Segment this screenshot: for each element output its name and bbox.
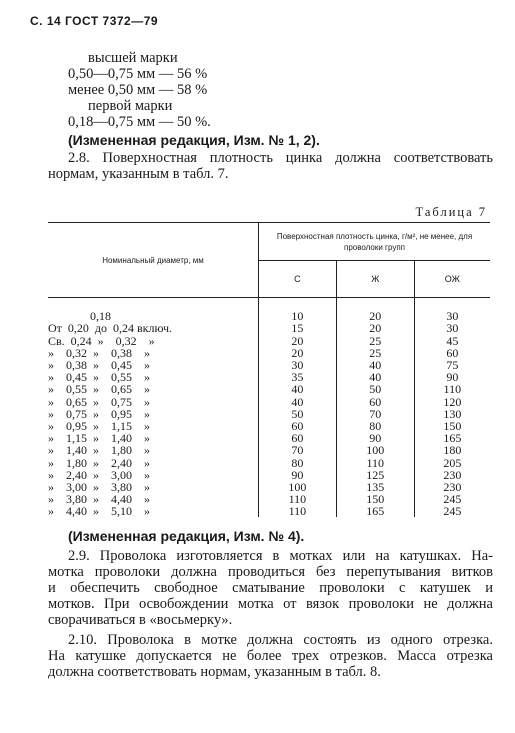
paragraph-2-9-line: 2.9. Проволока изготовляется в мотках или на катушках. На- <box>68 548 493 564</box>
group-ozh-value-text: 150 <box>443 418 462 433</box>
diameter-cell <box>48 505 259 517</box>
group-zh-value-text: 60 <box>369 394 382 409</box>
paragraph-2-10-line: На катушке допускается не более трех отрезков. Масса отрезка <box>48 648 493 664</box>
group-c-value-text: 60 <box>291 431 304 446</box>
group-ozh-value-text: 230 <box>443 479 462 494</box>
group-ozh-value-text: 165 <box>443 431 462 446</box>
group-zh-value-text: 25 <box>369 333 382 348</box>
paragraph-2-8-line: нормам, указанным в табл. 7. <box>48 166 229 182</box>
group-zh-value-text: 110 <box>366 455 385 470</box>
table-caption: Таблица 7 <box>415 205 487 219</box>
grade-value-line: 0,50—0,75 мм — 56 % <box>68 66 208 82</box>
column-header-group-ozh: ОЖ <box>414 261 490 298</box>
paragraph-2-8-line: 2.8. Поверхностная плотность цинка должна соответствовать <box>68 150 493 166</box>
group-zh-value-text: 40 <box>369 358 382 373</box>
grade-label-first: первой марки <box>88 98 173 114</box>
group-ozh-value-text: 30 <box>446 309 459 324</box>
group-c-value-text: 70 <box>291 443 304 458</box>
group-zh-value-text: 90 <box>369 431 382 446</box>
table-spacer-row <box>48 298 490 311</box>
group-ozh-value-text: 75 <box>446 358 459 373</box>
group-ozh-value-text: 90 <box>446 370 459 385</box>
group-ozh-value-text: 45 <box>446 333 459 348</box>
group-c-value-text: 40 <box>291 394 304 409</box>
group-ozh-value-text: 30 <box>446 321 459 336</box>
amendment-note: (Измененная редакция, Изм. № 4). <box>68 528 305 544</box>
table-row <box>48 322 490 334</box>
group-zh-value-text: 135 <box>366 479 385 494</box>
table-row <box>48 469 490 481</box>
column-header-diameter: Номинальный диаметр, мм <box>48 223 259 298</box>
group-c-value-text: 80 <box>291 455 304 470</box>
diameter-cell-text: » 0,38 » 0,45 » <box>48 358 150 373</box>
group-c-value <box>259 505 337 517</box>
group-c-value-text: 90 <box>291 467 304 482</box>
group-ozh-value-text: 245 <box>443 492 462 507</box>
table-row <box>48 335 490 347</box>
grade-value-line: 0,18—0,75 мм — 50 %. <box>68 114 211 130</box>
group-c-value-text: 110 <box>288 492 307 507</box>
group-ozh-value-text: 205 <box>443 455 462 470</box>
diameter-cell-text: » 2,40 » 3,00 » <box>48 467 150 482</box>
zinc-density-table <box>48 222 490 517</box>
diameter-cell-text: » 0,45 » 0,55 » <box>48 370 150 385</box>
group-c-value-text: 60 <box>291 418 304 433</box>
group-zh-value-text: 20 <box>369 321 382 336</box>
group-c-value-text: 110 <box>288 504 307 519</box>
amendment-note: (Измененная редакция, Изм. № 1, 2). <box>68 132 320 148</box>
group-ozh-value <box>414 505 490 517</box>
grade-value-line: менее 0,50 мм — 58 % <box>68 82 208 98</box>
group-c-value-text: 30 <box>291 358 304 373</box>
group-ozh-value-text: 130 <box>443 406 462 421</box>
group-c-value-text: 20 <box>291 345 304 360</box>
group-ozh-value-text: 60 <box>446 345 459 360</box>
diameter-cell-text: » 0,65 » 0,75 » <box>48 394 150 409</box>
table-row <box>48 383 490 395</box>
group-ozh-value-text: 110 <box>443 382 462 397</box>
diameter-cell <box>48 383 259 395</box>
diameter-cell-text: » 0,75 » 0,95 » <box>48 406 150 421</box>
diameter-cell <box>48 322 259 334</box>
diameter-cell-text: » 0,55 » 0,65 » <box>48 382 150 397</box>
diameter-cell-text: » 3,00 » 3,80 » <box>48 479 150 494</box>
group-zh-value-text: 50 <box>369 382 382 397</box>
diameter-cell-text: » 0,32 » 0,38 » <box>48 345 150 360</box>
column-header-group-zh: Ж <box>336 261 414 298</box>
group-c-value-text: 10 <box>291 309 304 324</box>
diameter-cell-text: » 0,95 » 1,15 » <box>48 418 150 433</box>
group-zh-value-text: 165 <box>366 504 385 519</box>
group-c-value-text: 20 <box>291 333 304 348</box>
column-header-density: Поверхностная плотность цинка, г/м², не менее, для проволоки групп <box>259 223 491 261</box>
group-zh-value-text: 80 <box>369 418 382 433</box>
diameter-cell <box>48 444 259 456</box>
group-ozh-value-text: 245 <box>443 504 462 519</box>
group-zh-value-text: 150 <box>366 492 385 507</box>
group-ozh-value-text: 180 <box>443 443 462 458</box>
diameter-cell-text: » 4,40 » 5,10 » <box>48 504 150 519</box>
diameter-cell <box>48 469 259 481</box>
group-zh-value-text: 70 <box>369 406 382 421</box>
group-zh-value <box>336 505 414 517</box>
paragraph-2-9-line: сворачиваться в «восьмерку». <box>48 612 233 628</box>
diameter-cell-text: Св. 0,24 » 0,32 » <box>48 333 155 348</box>
diameter-cell-text: » 1,80 » 2,40 » <box>48 455 150 470</box>
diameter-cell-text: 0,18 <box>48 309 111 324</box>
column-header-group-c: С <box>259 261 337 298</box>
group-zh-value-text: 125 <box>366 467 385 482</box>
diameter-cell <box>48 396 259 408</box>
paragraph-2-9-line: и обеспечить свободное сматывание проволоки с катушек и <box>48 580 493 596</box>
group-zh-value-text: 40 <box>369 370 382 385</box>
paragraph-2-9-line: мотков. При освобождении мотка от вязок проволоки не должна <box>48 596 493 612</box>
group-zh-value-text: 20 <box>369 309 382 324</box>
diameter-cell-text: » 1,40 » 1,80 » <box>48 443 150 458</box>
group-ozh-value-text: 120 <box>443 394 462 409</box>
group-c-value-text: 40 <box>291 382 304 397</box>
paragraph-2-10-line: должна соответствовать нормам, указанным в табл. 8. <box>48 664 381 680</box>
group-c-value-text: 15 <box>291 321 304 336</box>
diameter-cell-text: » 1,15 » 1,40 » <box>48 431 150 446</box>
table-row <box>48 444 490 456</box>
table-row <box>48 396 490 408</box>
table-row <box>48 505 490 517</box>
group-c-value-text: 35 <box>291 370 304 385</box>
diameter-cell-text: » 3,80 » 4,40 » <box>48 492 150 507</box>
group-zh-value-text: 25 <box>369 345 382 360</box>
group-zh-value-text: 100 <box>366 443 385 458</box>
group-ozh-value-text: 230 <box>443 467 462 482</box>
group-c-value-text: 100 <box>288 479 307 494</box>
paragraph-2-10-line: 2.10. Проволока в мотке должна состоять из одного отрезка. <box>68 632 493 648</box>
diameter-cell <box>48 335 259 347</box>
paragraph-2-9-line: мотка проволоки должна проводиться без перепутывания витков <box>48 564 493 580</box>
diameter-cell-text: От 0,20 до 0,24 включ. <box>48 321 173 336</box>
table-row <box>48 456 490 468</box>
group-c-value-text: 50 <box>291 406 304 421</box>
grade-label-highest: высшей марки <box>88 50 178 66</box>
page-header: С. 14 ГОСТ 7372—79 <box>30 14 159 28</box>
diameter-cell <box>48 456 259 468</box>
